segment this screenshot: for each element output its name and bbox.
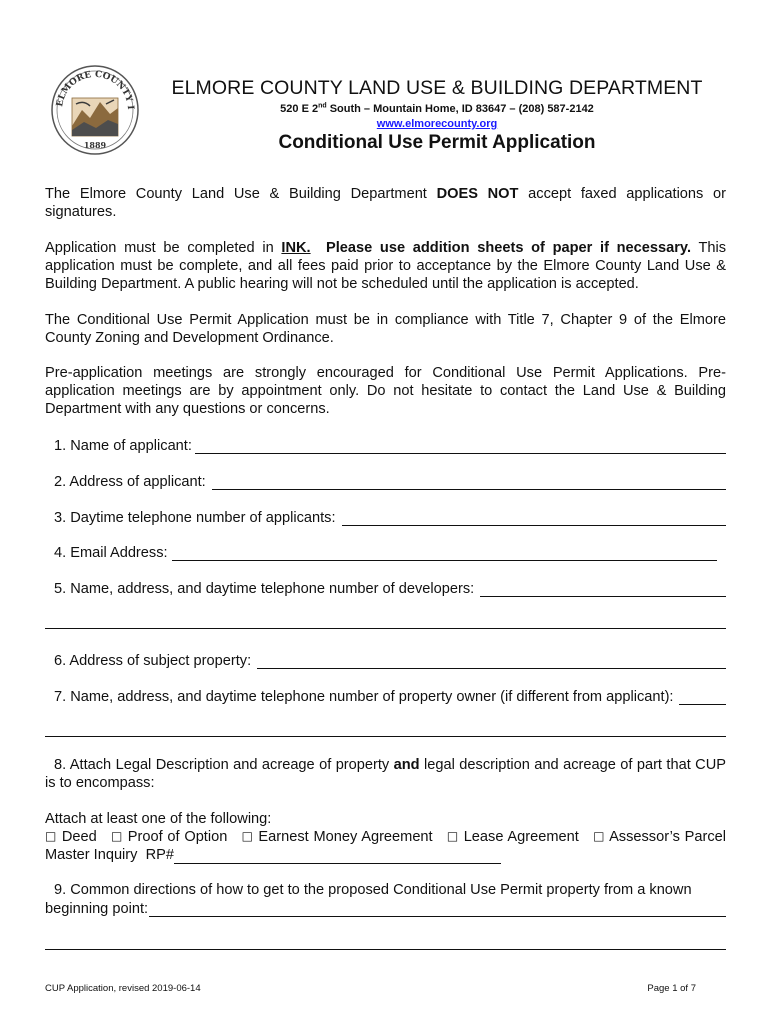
question-developers: 5. Name, address, and daytime telephone number of developers:	[45, 577, 726, 597]
option-proof-of-option[interactable]: □ Proof of Option	[110, 829, 228, 845]
applicant-name-field[interactable]	[195, 439, 726, 454]
form-title: Conditional Use Permit Application	[278, 132, 596, 153]
intro-paragraph-compliance: The Conditional Use Permit Application must be in compliance with Title 7, Chapter 9 of the Elmore County Zoning and Development Ordinance.	[45, 312, 726, 346]
rp-label: RP#	[145, 847, 174, 863]
attachment-options	[45, 828, 726, 864]
checkbox-proof-of-option-icon[interactable]: □	[110, 829, 124, 843]
footer-page-number: Page 1 of 7	[647, 983, 696, 994]
email-field[interactable]	[172, 546, 717, 561]
question-email: 4. Email Address:	[45, 541, 717, 561]
intro-paragraph-fax: The Elmore County Land Use & Building Department DOES NOT accept faxed applications or signatures.	[45, 186, 727, 220]
question-name-of-applicant: 1. Name of applicant:	[45, 434, 726, 454]
department-name: ELMORE COUNTY LAND USE & BUILDING DEPARTMENT	[171, 77, 703, 99]
question-directions: 9. Common directions of how to get to the proposed Conditional Use Permit property from a known	[54, 882, 692, 898]
checkbox-lease-agreement-icon[interactable]: □	[446, 829, 459, 843]
seal-year: 1889	[83, 140, 107, 150]
website-link[interactable]: www.elmorecounty.org	[376, 118, 498, 130]
applicant-phone-field[interactable]	[342, 511, 727, 526]
applicant-address-field[interactable]	[212, 475, 726, 490]
developers-field-line-2[interactable]	[45, 628, 726, 629]
option-deed[interactable]: □ Deed	[45, 829, 97, 845]
department-address: 520 E 2nd South – Mountain Home, ID 83647 – (208) 587-2142	[280, 102, 594, 115]
question-address-of-applicant: 2. Address of applicant:	[45, 470, 726, 490]
directions-field-line-2[interactable]	[45, 949, 726, 950]
footer-revision: CUP Application, revised 2019-06-14	[45, 983, 201, 994]
question-directions-line: beginning point:	[45, 897, 726, 917]
checkbox-assessors-parcel-icon[interactable]: □	[593, 829, 606, 843]
question-property-owner: 7. Name, address, and daytime telephone number of property owner (if different from applicant):	[45, 685, 726, 705]
county-seal-logo	[50, 64, 140, 156]
attach-label: Attach at least one of the following:	[45, 811, 272, 827]
option-assessors-parcel[interactable]: □ Assessor’s Parcel Master Inquiry	[45, 829, 727, 863]
question-legal-description: 8. Attach Legal Description and acreage of property and legal description and acreage of part that CUP is to encompass:	[45, 757, 726, 791]
directions-field[interactable]	[149, 902, 726, 917]
seal-arc-text: ELMORE COUNTY I	[55, 69, 136, 110]
intro-paragraph-ink: Application must be completed in INK. Please use addition sheets of paper if necessary. This application must be complete, and all fees paid prior to acceptance by the Elmore County Land Use & Building Department. A public hearing will not be scheduled until the application is accepted.	[45, 240, 727, 292]
intro-paragraph-preapp: Pre-application meetings are strongly encouraged for Conditional Use Permit Applications. Pre-application meetings are by appointment only. Do not hesitate to contact the Land Use & Building Department with any questions or concerns.	[45, 365, 726, 417]
developers-field[interactable]	[480, 582, 726, 597]
property-owner-field-line-2[interactable]	[45, 736, 726, 737]
checkbox-earnest-money-icon[interactable]: □	[241, 829, 254, 843]
subject-property-field[interactable]	[257, 654, 726, 669]
option-lease-agreement[interactable]: □ Lease Agreement	[446, 829, 579, 845]
checkbox-deed-icon[interactable]: □	[45, 829, 58, 843]
rp-number-field[interactable]	[174, 850, 501, 864]
option-earnest-money[interactable]: □ Earnest Money Agreement	[241, 829, 433, 845]
question-daytime-phone: 3. Daytime telephone number of applicants:	[45, 506, 726, 526]
property-owner-field[interactable]	[679, 690, 726, 705]
question-subject-property: 6. Address of subject property:	[45, 649, 726, 669]
